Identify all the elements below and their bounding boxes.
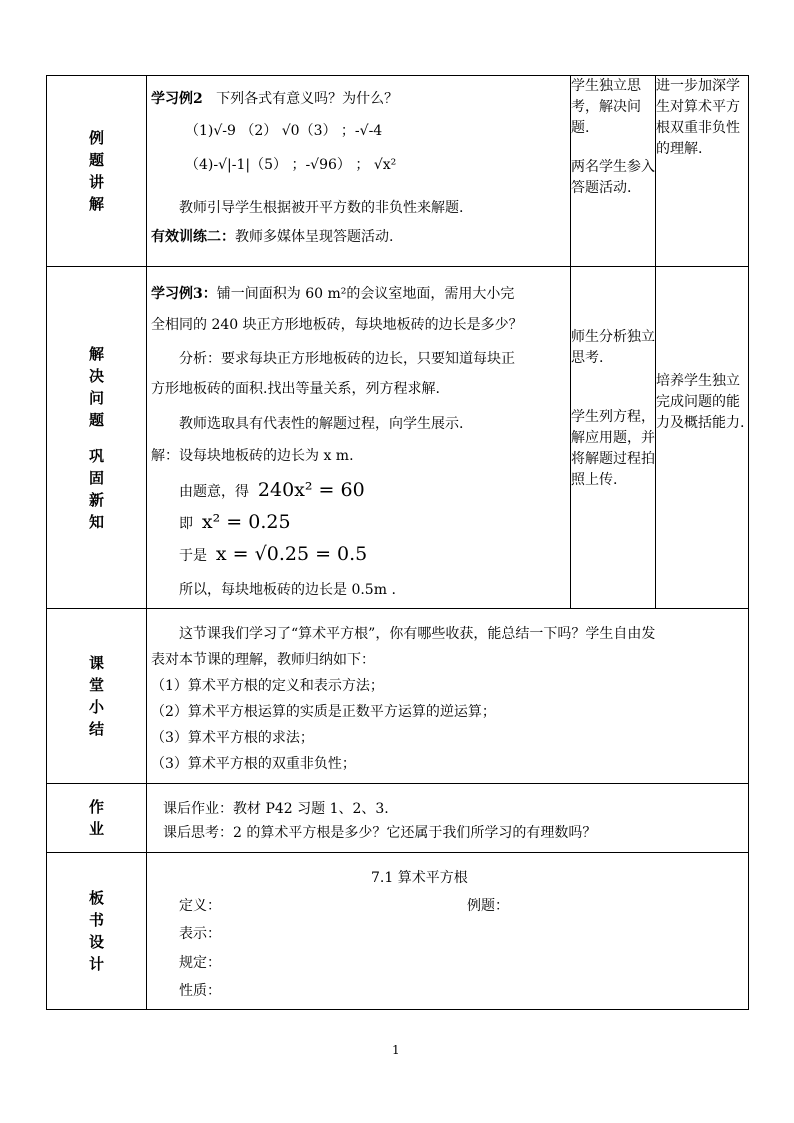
example-expr-line2: （4)-√|-1|（5） ；-√96） ； √x²: [185, 157, 397, 173]
solve-conclusion: 所以，每块地板砖的边长是 0.5m .: [179, 582, 396, 598]
board-item-example: 例题：: [467, 898, 509, 914]
summary-point-3: （3）算术平方根的求法；: [151, 730, 314, 746]
solve-teacher-note: 教师选取具有代表性的解题过程，向学生展示.: [179, 416, 464, 432]
example-expr-line1: （1)√-9 （2） √0（3） ；-√-4: [185, 123, 383, 139]
solve-equation-2: 即 x² = 0.25: [179, 511, 291, 533]
example-title: 学习例2 下列各式有意义吗？为什么？: [151, 91, 399, 107]
solve-problem-line2: 全相同的 240 块正方形地板砖，每块地板砖的边长是多少？: [151, 317, 523, 333]
example-design-intent: 进一步加深学生对算术平方根双重非负性的理解.: [656, 76, 749, 267]
row-label-summary: 课 堂 小 结: [47, 609, 147, 784]
solve-equation-1: 由题意，得 240x² = 60: [179, 479, 365, 501]
summary-point-1: （1）算术平方根的定义和表示方法；: [151, 678, 384, 694]
summary-point-4: （3）算术平方根的双重非负性；: [151, 756, 356, 772]
board-title: 7.1 算术平方根: [371, 870, 468, 886]
row-board: [47, 853, 749, 1010]
example-student-activity: 学生独立思考，解决问题. 两名学生参入答题活动.: [571, 76, 656, 267]
solve-student-activity: 师生分析独立思考. 学生列方程，解应用题，并将解题过程拍照上传.: [571, 267, 656, 609]
example-content: [147, 76, 571, 267]
row-homework: [47, 784, 749, 853]
lesson-plan-table: [46, 75, 749, 1010]
row-example: [47, 76, 749, 267]
board-item-property: 性质：: [179, 983, 221, 999]
homework-content: [147, 784, 749, 853]
row-label-solve: 解 决 问 题 巩 固 新 知: [47, 267, 147, 609]
homework-line2: 课后思考：2 的算术平方根是多少？它还属于我们所学习的有理数吗？: [163, 825, 597, 841]
summary-content: [147, 609, 749, 784]
board-item-rule: 规定：: [179, 955, 221, 971]
example-guide: 教师引导学生根据被开平方数的非负性来解题.: [179, 200, 464, 216]
row-label-board: 板 书 设 计: [47, 853, 147, 1010]
row-solve: [47, 267, 749, 609]
board-item-notation: 表示：: [179, 926, 221, 942]
board-item-definition: 定义：: [179, 898, 221, 914]
solve-equation-3: 于是 x = √0.25 = 0.5: [179, 543, 368, 565]
solve-design-intent: 培养学生独立完成问题的能力及概括能力.: [656, 267, 749, 609]
solve-analysis-line1: 分析：要求每块正方形地板砖的边长，只要知道每块正: [179, 351, 515, 367]
summary-intro-line1: 这节课我们学习了“算术平方根”，你有哪些收获，能总结一下吗？学生自由发: [179, 626, 656, 642]
page-number: 1: [392, 1043, 400, 1057]
solve-solution-intro: 解：设每块地板砖的边长为 x m.: [151, 448, 354, 464]
board-content: [147, 853, 749, 1010]
row-label-example: 例 题 讲 解: [47, 76, 147, 267]
example-training: 有效训练二：教师多媒体呈现答题活动.: [151, 229, 394, 245]
solve-problem-line1: 学习例3：铺一间面积为 60 m²的会议室地面，需用大小完: [151, 286, 515, 302]
summary-point-2: （2）算术平方根运算的实质是正数平方运算的逆运算；: [151, 704, 496, 720]
summary-intro-line2: 表对本节课的理解，教师归纳如下：: [151, 652, 375, 668]
homework-line1: 课后作业：教材 P42 习题 1、2、3.: [163, 801, 389, 817]
row-summary: [47, 609, 749, 784]
solve-analysis-line2: 方形地板砖的面积.找出等量关系，列方程求解.: [151, 381, 440, 397]
solve-content: [147, 267, 571, 609]
row-label-homework: 作 业: [47, 784, 147, 853]
